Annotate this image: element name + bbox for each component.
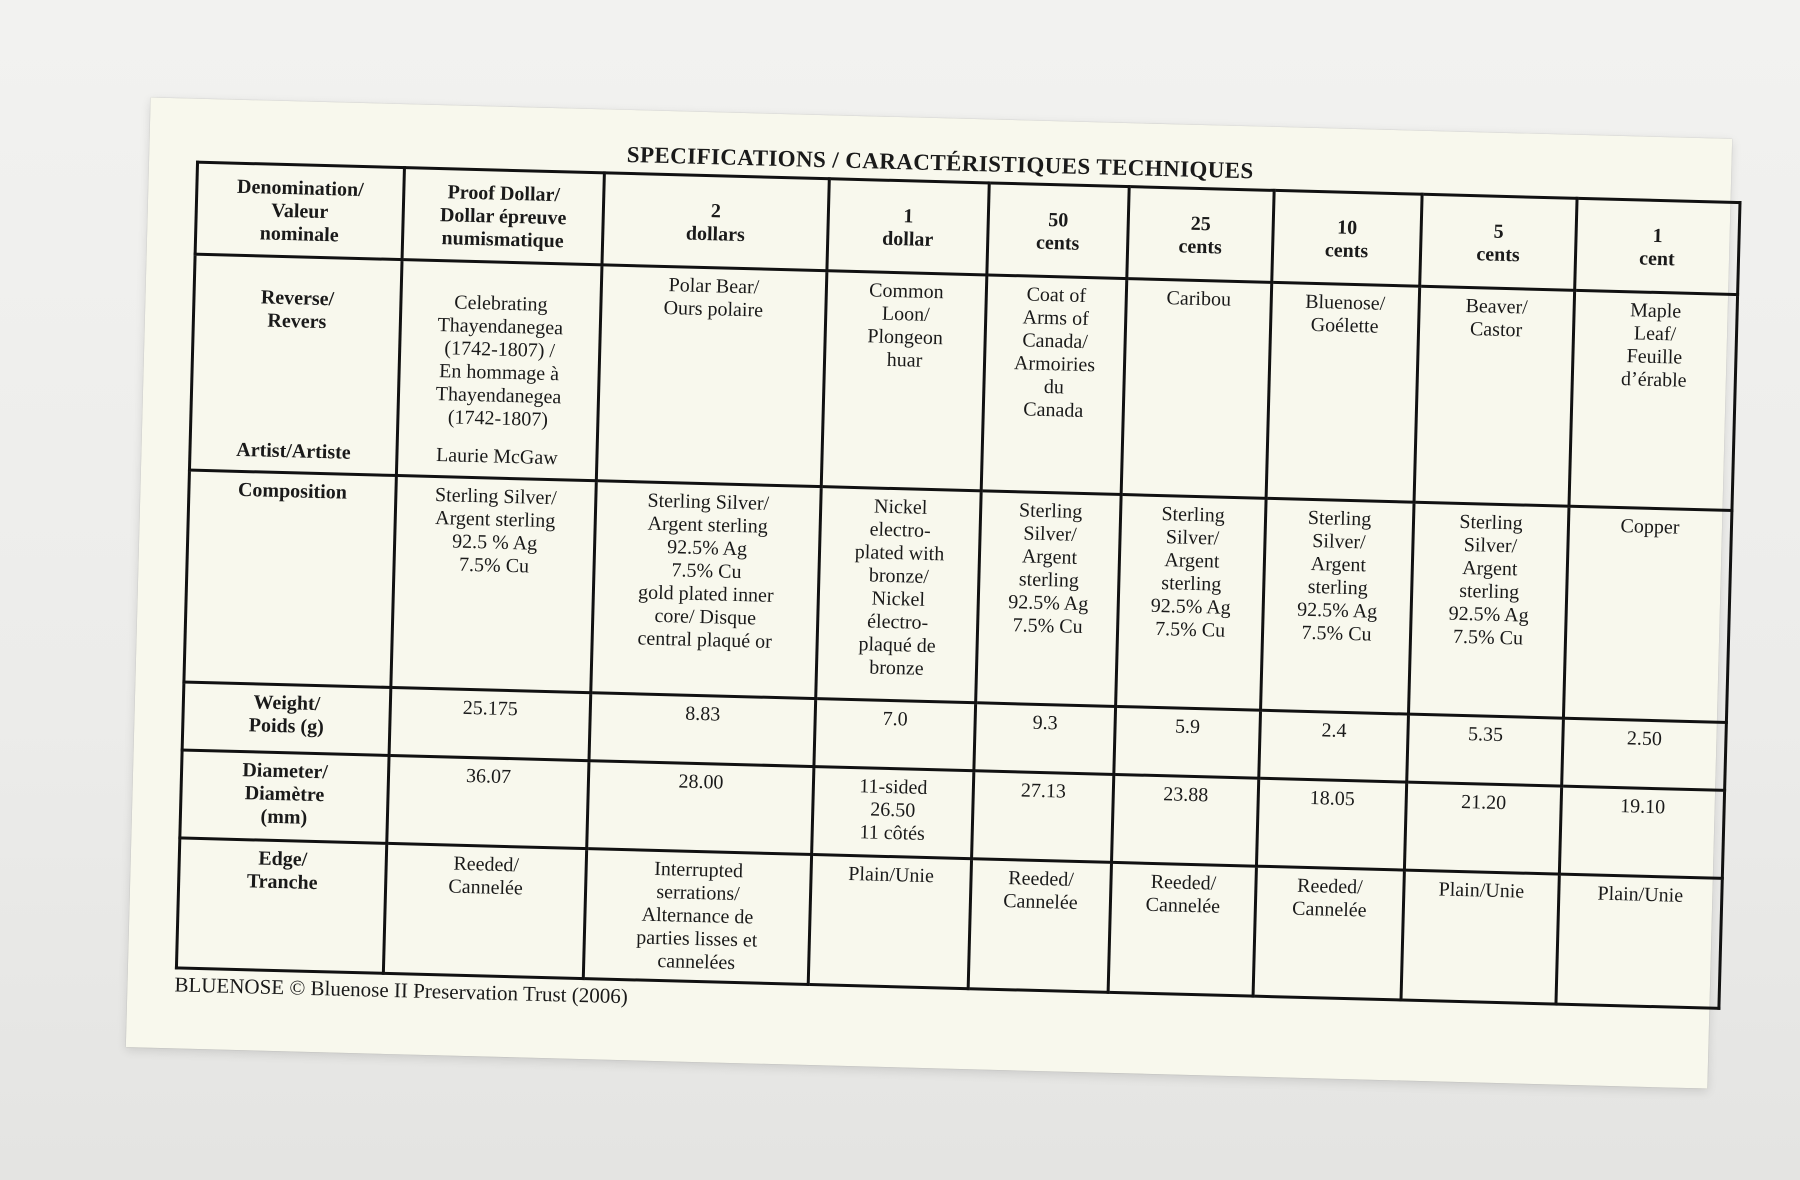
- reverse-25-cents: Caribou: [1121, 279, 1272, 499]
- diameter-50-cents: 27.13: [972, 771, 1114, 863]
- diameter-25-cents: 23.88: [1112, 774, 1259, 866]
- diameter-10-cents: 18.05: [1256, 778, 1406, 870]
- composition-1-cent: Copper: [1563, 506, 1731, 722]
- diameter-5-cents: 21.20: [1404, 782, 1561, 874]
- reverse-2-dollars: Polar Bear/ Ours polaire: [596, 265, 827, 487]
- reverse-row: [189, 254, 1737, 510]
- denomination-proof-dollar: Proof Dollar/ Dollar épreuve numismatique: [402, 168, 604, 265]
- composition-25-cents: Sterling Silver/ Argent sterling 92.5% Ag 7.5% Cu: [1116, 494, 1266, 710]
- diameter-proof-dollar: 36.07: [387, 755, 589, 848]
- denomination-50-cents: 50 cents: [987, 183, 1129, 279]
- reverse-proof-dollar: Celebrating Thayendanegea (1742-1807) / En hommage à Thayendanegea (1742-1807): [435, 291, 564, 431]
- denomination-1-cent: 1 cent: [1575, 198, 1740, 294]
- edge-label: Edge/ Tranche: [176, 838, 386, 973]
- reverse-label: Reverse/ Revers: [260, 286, 335, 334]
- diameter-label: Diameter/ Diamètre (mm): [180, 750, 389, 843]
- artist-label: Artist/Artiste: [236, 438, 351, 464]
- artist-name: Laurie McGaw: [435, 444, 559, 470]
- weight-25-cents: 5.9: [1114, 706, 1261, 778]
- reverse-label-cell: [189, 254, 402, 475]
- diameter-1-dollar: 11-sided 26.50 11 côtés: [812, 767, 974, 859]
- denomination-2-dollars: 2 dollars: [602, 173, 829, 271]
- reverse-proof-dollar-cell: [396, 260, 602, 481]
- edge-2-dollars: Interrupted serrations/ Alternance de parties lisses et cannelées: [583, 849, 811, 985]
- weight-2-dollars: 8.83: [589, 693, 816, 767]
- diameter-1-cent: 19.10: [1559, 786, 1724, 878]
- denomination-1-dollar: 1 dollar: [827, 179, 989, 275]
- edge-10-cents: Reeded/ Cannelée: [1253, 866, 1404, 1000]
- composition-2-dollars: Sterling Silver/ Argent sterling 92.5% Ag 7.5% Cu gold plated inner core/ Disque central plaqué or: [591, 481, 821, 699]
- composition-5-cents: Sterling Silver/ Argent sterling 92.5% Ag 7.5% Cu: [1408, 502, 1568, 718]
- composition-proof-dollar: Sterling Silver/ Argent sterling 92.5 % Ag 7.5% Cu: [391, 476, 596, 693]
- weight-50-cents: 9.3: [974, 703, 1116, 775]
- edge-50-cents: Reeded/ Cannelée: [968, 859, 1111, 993]
- denomination-10-cents: 10 cents: [1272, 190, 1422, 286]
- edge-1-dollar: Plain/Unie: [808, 855, 971, 989]
- weight-1-dollar: 7.0: [814, 699, 976, 771]
- edge-5-cents: Plain/Unie: [1401, 870, 1559, 1004]
- reverse-1-cent: Maple Leaf/ Feuille d’érable: [1569, 290, 1738, 510]
- copyright-footer: BLUENOSE © Bluenose II Preservation Trust (2006): [174, 972, 629, 1009]
- edge-proof-dollar: Reeded/ Cannelée: [383, 843, 586, 978]
- weight-1-cent: 2.50: [1562, 718, 1727, 790]
- composition-50-cents: Sterling Silver/ Argent sterling 92.5% Ag 7.5% Cu: [976, 491, 1122, 707]
- reverse-5-cents: Beaver/ Castor: [1414, 286, 1575, 506]
- composition-row: [184, 470, 1732, 722]
- edge-1-cent: Plain/Unie: [1556, 874, 1722, 1008]
- denomination-5-cents: 5 cents: [1420, 194, 1577, 290]
- diameter-2-dollars: 28.00: [587, 761, 814, 855]
- card-title: SPECIFICATIONS / CARACTÉRISTIQUES TECHNIQUES: [626, 141, 1255, 184]
- denomination-25-cents: 25 cents: [1127, 187, 1274, 283]
- specifications-table: [175, 161, 1742, 1010]
- denomination-label: Denomination/ Valeur nominale: [195, 162, 404, 259]
- weight-5-cents: 5.35: [1407, 714, 1564, 786]
- reverse-50-cents: Coat of Arms of Canada/ Armoiries du Canada: [981, 275, 1127, 495]
- weight-proof-dollar: 25.175: [389, 687, 591, 760]
- composition-1-dollar: Nickel electro- plated with bronze/ Nickel électro- plaqué de bronze: [816, 487, 981, 703]
- weight-10-cents: 2.4: [1259, 710, 1409, 782]
- reverse-1-dollar: Common Loon/ Plongeon huar: [821, 271, 987, 491]
- specification-card: [126, 97, 1732, 1088]
- composition-label: Composition: [184, 470, 396, 687]
- weight-label: Weight/ Poids (g): [182, 682, 391, 755]
- edge-25-cents: Reeded/ Cannelée: [1108, 862, 1256, 996]
- reverse-10-cents: Bluenose/ Goélette: [1266, 282, 1420, 502]
- composition-10-cents: Sterling Silver/ Argent sterling 92.5% Ag 7.5% Cu: [1261, 498, 1414, 714]
